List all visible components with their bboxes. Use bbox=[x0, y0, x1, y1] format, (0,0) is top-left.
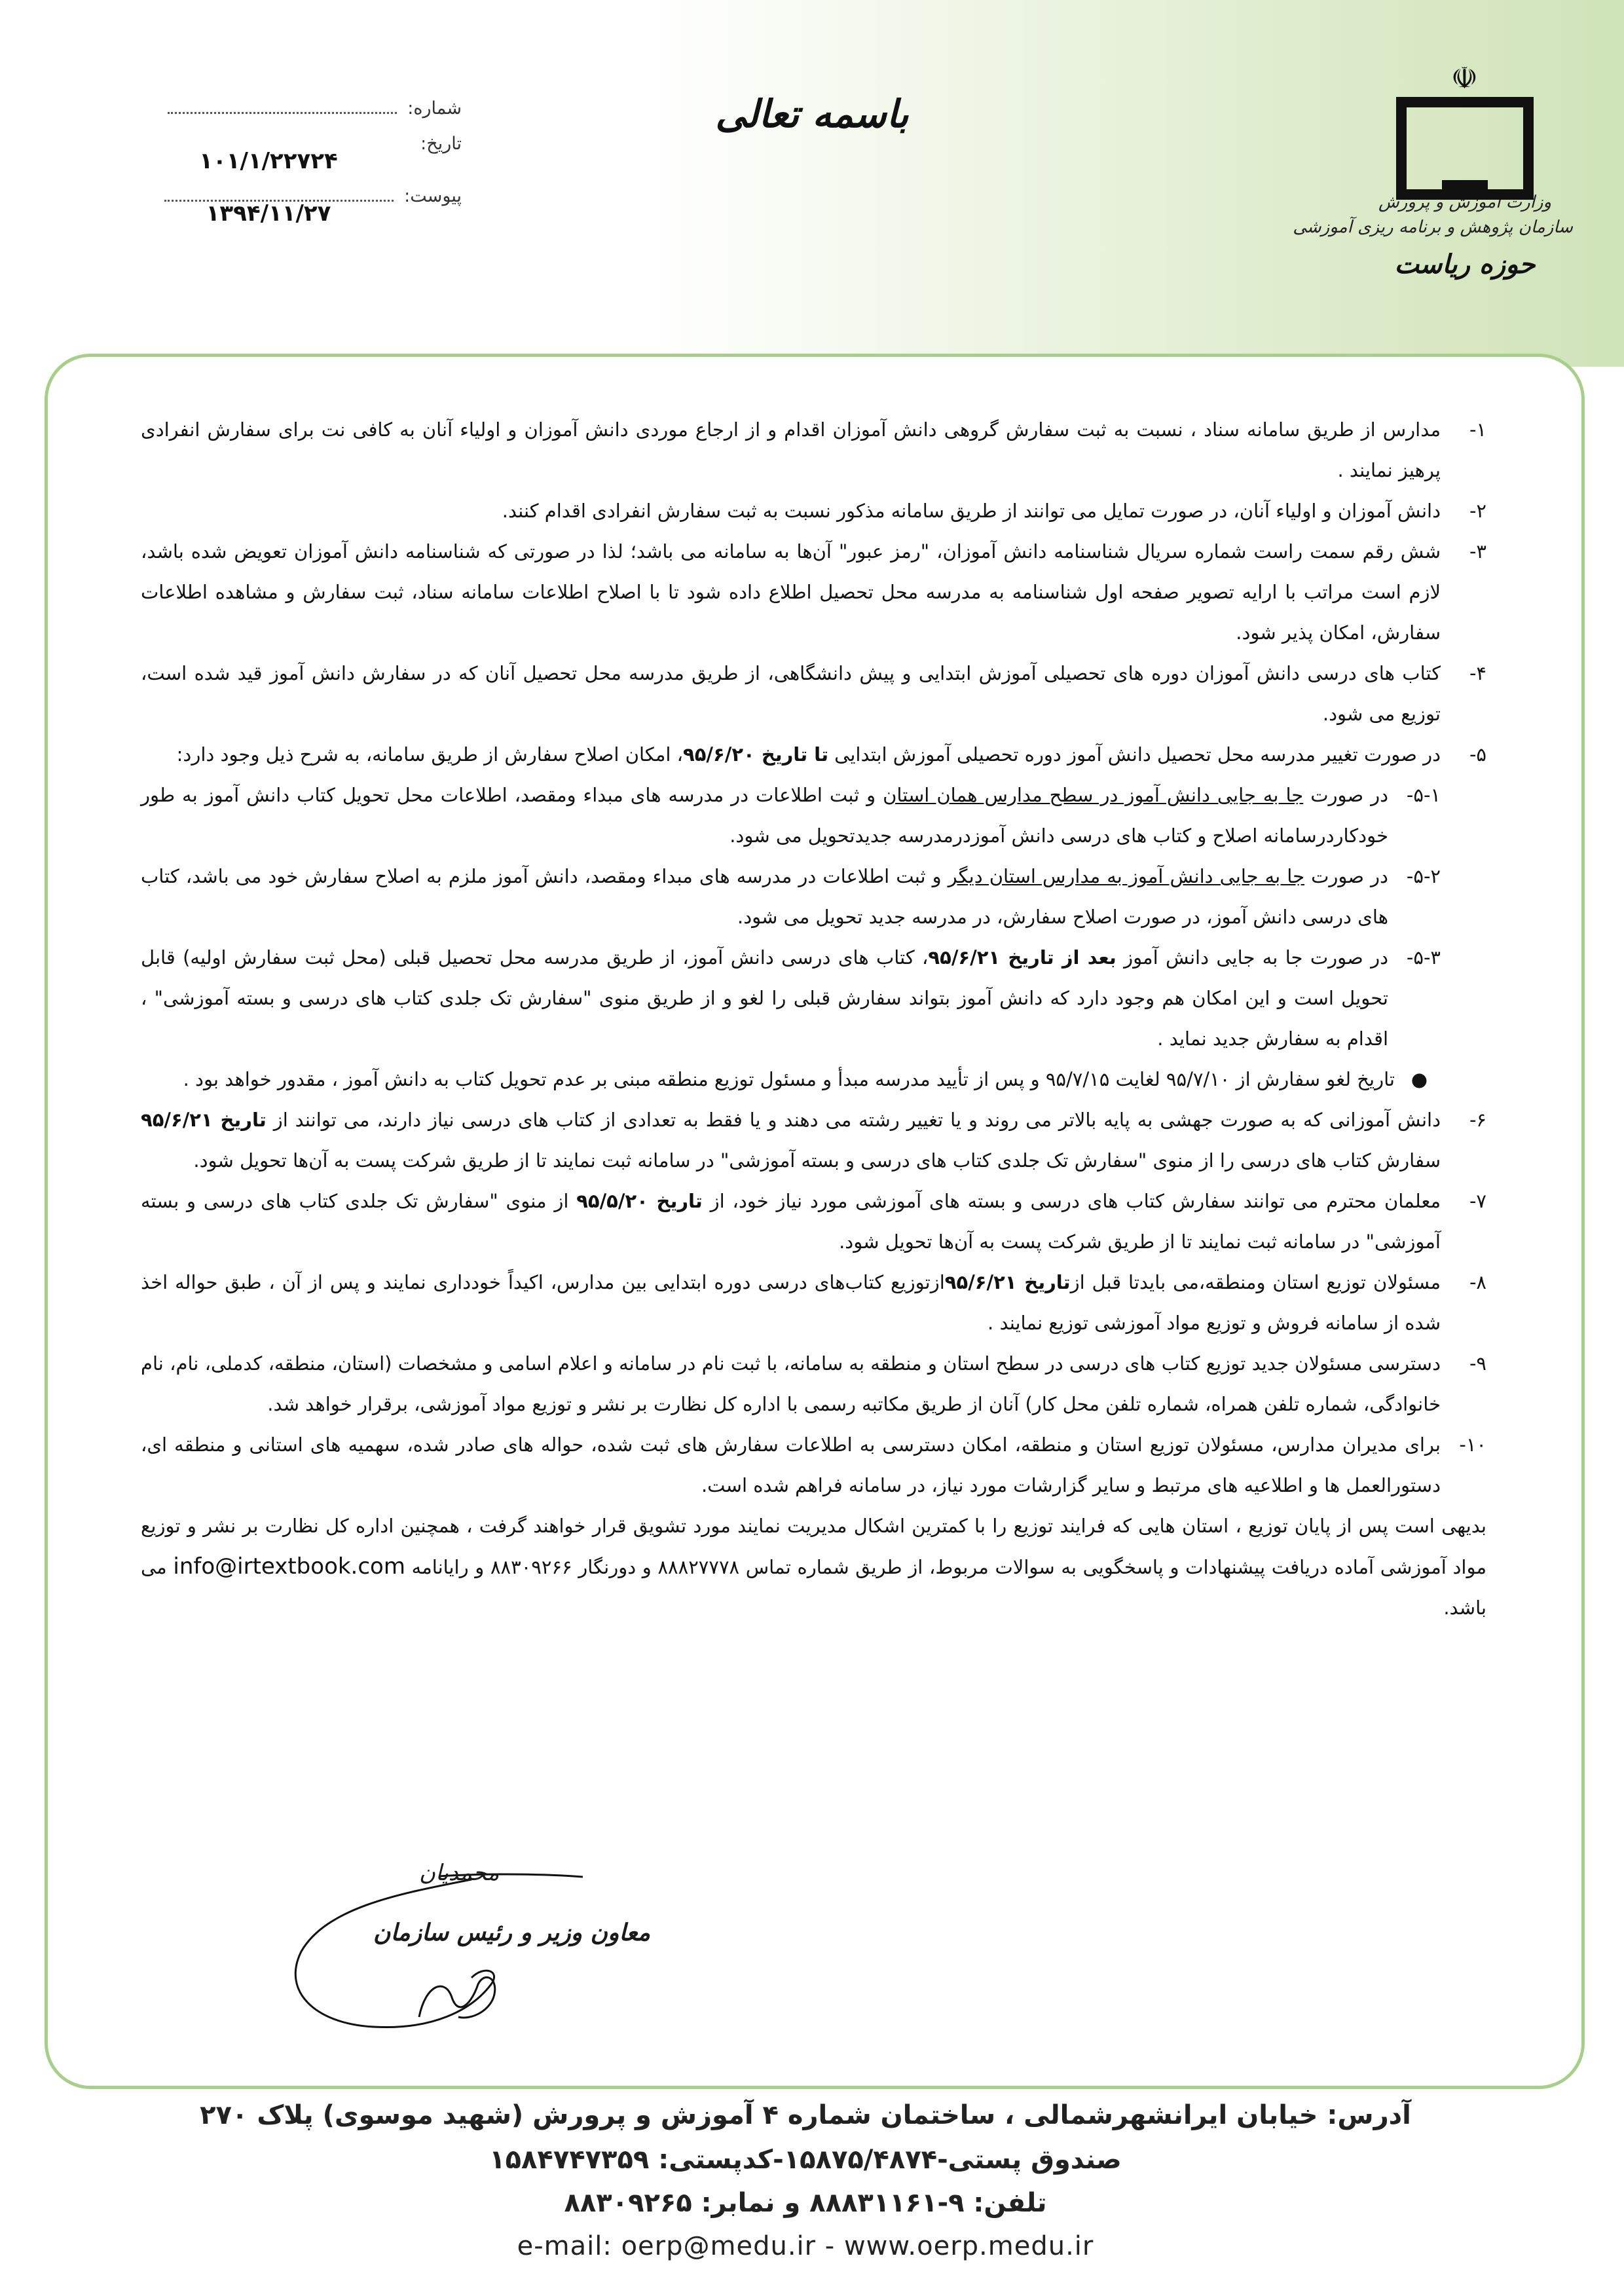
number-row bbox=[147, 98, 462, 134]
item-text: برای مدیران مدارس، مسئولان توزیع استان و منطقه، امکان دسترسی به اطلاعات سفارش های ثبت شده، حواله های صادر شده، سهمیه های استانی و منطقه ای، دستورالعمل ها و اطلاعیه های مرتبط و سایر گزارشات مورد نیاز، در سامانه فراهم شده است. bbox=[141, 1434, 1441, 1496]
item-10 bbox=[141, 1424, 1486, 1506]
sub-text: در صورت جا به جایی دانش آموز bbox=[1116, 946, 1388, 969]
footer-phone: تلفن: ۹-۸۸۸۳۱۱۶۱ و نمابر: ۸۸۳۰۹۲۶۵ bbox=[564, 2188, 1047, 2218]
attachment-label: پیوست: bbox=[404, 186, 462, 206]
item-text: مسئولان توزیع استان ومنطقه،می بایدتا قبل از bbox=[1070, 1271, 1441, 1293]
bismillah: باسمه تعالی bbox=[715, 92, 909, 136]
org-name: سازمان پژوهش و برنامه ریزی آموزشی bbox=[1293, 217, 1573, 237]
item-7 bbox=[141, 1181, 1486, 1262]
sub-number: ۵-۳- bbox=[1406, 946, 1441, 969]
item-text: دسترسی مسئولان جدید توزیع کتاب های درسی در سطح استان و منطقه به سامانه، با ثبت نام در سامانه و اعلام اسامی و مشخصات (استان، منطقه، کدملی، نام، نام خانوادگی، شماره تلفن همراه، شماره تلفن محل کار) آنان از طریق مکاتبه رسمی با اداره کل نظارت بر نشر و توزیع مواد آموزشی، برقرار خواهد شد. bbox=[141, 1352, 1441, 1415]
item-number: ۵- bbox=[1469, 743, 1486, 766]
item-5-1 bbox=[141, 775, 1486, 856]
bullet-icon: ● bbox=[1411, 1068, 1428, 1090]
signer-title: معاون وزیر و رئیس سازمان bbox=[373, 1919, 650, 1946]
letter-meta bbox=[147, 98, 462, 227]
item-text: ازتوزیع کتاب‌های درسی دوره ابتدایی بین مدارس، اکیداً خودداری نمایند و پس از آن ، طبق حواله اخذ شده از سامانه فروش و توزیع مواد آموزشی توزیع نمایند . bbox=[141, 1271, 1441, 1334]
item-number: ۲- bbox=[1469, 500, 1486, 522]
emblem-icon: ☫ bbox=[1450, 60, 1478, 96]
footer-web: e-mail: oerp@medu.ir - www.oerp.medu.ir bbox=[517, 2231, 1094, 2261]
item-number: ۸- bbox=[1469, 1271, 1486, 1293]
sub-text: در صورت bbox=[1303, 784, 1388, 806]
closing-text: بدیهی است پس از پایان توزیع ، استان هایی که فرایند توزیع را با کمترین اشکال مدیریت نمایند مورد تشویق قرار خواهند گرفت ، همچنین اداره کل نظارت بر نشر و توزیع مواد آموزشی آماده دریافت پیشنهادات و پاسخگویی به سوالات مربوط، از طریق شماره تماس ۸۸۸۲۷۷۷۸ و دورنگار ۸۸۳۰۹۲۶۶ و رایانامه bbox=[141, 1515, 1487, 1578]
item-text: از منوی "سفارش تک جلدی کتاب های درسی و بسته آموزشی" در سامانه ثبت نمایند تا از طریق شرکت پست به آن‌ها تحویل شود. bbox=[141, 1190, 1441, 1253]
number-value: ۱۰۱/۱/۲۲۷۲۴ bbox=[199, 148, 338, 174]
number-label: شماره: bbox=[407, 98, 462, 119]
item-number: ۹- bbox=[1469, 1352, 1486, 1375]
item-1 bbox=[141, 409, 1486, 491]
item-text: سفارش کتاب های درسی را از منوی "سفارش تک جلدی کتاب های درسی و بسته آموزشی" در سامانه ثبت نمایند تا از طریق شرکت پست به آن‌ها تحویل شود. bbox=[193, 1149, 1441, 1172]
sub-number: ۵-۲- bbox=[1406, 865, 1441, 887]
item-3 bbox=[141, 531, 1486, 653]
logo-block bbox=[1293, 59, 1573, 284]
footer bbox=[196, 2092, 1414, 2268]
item-5-2 bbox=[141, 856, 1486, 937]
org-ministry: وزارت آموزش و پرورش bbox=[1378, 193, 1552, 212]
sub-text: در صورت bbox=[1304, 865, 1388, 887]
signature-block bbox=[275, 1853, 650, 2063]
item-text: معلمان محترم می توانند سفارش کتاب های درسی و بسته های آموزشی مورد نیاز خود، از bbox=[702, 1190, 1441, 1212]
date-value: ۱۳۹۴/۱۱/۲۷ bbox=[206, 200, 331, 227]
item-number: ۴- bbox=[1469, 662, 1486, 684]
item-number: ۱۰- bbox=[1459, 1434, 1486, 1456]
sub-text: ، کتاب های درسی دانش آموز، از طریق مدرسه محل تحصیل قبلی (محل ثبت سفارش اولیه) قابل تحویل است و این امکان هم وجود دارد که دانش آموز بتواند سفارش قبلی را لغو و از طریق منوی "سفارش تک جلدی کتاب های درسی و بسته آموزشی" ، اقدام به سفارش جدید نماید . bbox=[141, 946, 1388, 1050]
item-text: دانش آموزانی که به صورت جهشی به پایه بالاتر می روند و یا تغییر رشته می دهند و یا فقط به تعدادی از کتاب های درسی نیاز دارند، می توانند از bbox=[266, 1109, 1441, 1131]
item-5-3 bbox=[141, 937, 1486, 1059]
item-number: ۱- bbox=[1469, 418, 1486, 441]
letter-body bbox=[141, 409, 1486, 1628]
item-6 bbox=[141, 1100, 1486, 1181]
bullet-text: تاریخ لغو سفارش از ۹۵/۷/۱۰ لغایت ۹۵/۷/۱۵ و پس از تأیید مدرسه مبدأ و مسئول توزیع منطقه مبنی بر عدم تحویل کتاب به دانش آموز ، مقدور خواهد بود . bbox=[183, 1068, 1395, 1090]
item-date: تاریخ ۹۵/۵/۲۰ bbox=[576, 1190, 703, 1212]
sub-underlined: جا به جایی دانش آموز در سطح مدارس همان استان bbox=[883, 784, 1304, 806]
item-date: تاریخ ۹۵/۶/۲۱ bbox=[944, 1271, 1071, 1293]
signer-name: محمدیان bbox=[419, 1860, 500, 1886]
item-text: مدارس از طریق سامانه سناد ، نسبت به ثبت سفارش گروهی دانش آموزان اقدام و از ارجاع موردی دانش آموزان و اولیاء آنان به کافی نت برای سفارش انفرادی پرهیز نمایند . bbox=[141, 418, 1441, 481]
item-9 bbox=[141, 1343, 1486, 1424]
item-number: ۳- bbox=[1469, 540, 1486, 563]
logo-base bbox=[1442, 180, 1488, 189]
sub-text: و ثبت اطلاعات در مدرسه های مبداء ومقصد، اطلاعات محل تحویل کتاب دانش آموز به طور خودکاردرسامانه اصلاح و کتاب های درسی دانش آموزدرمدرسه جدیدتحویل می شود. bbox=[141, 784, 1388, 847]
number-dots bbox=[168, 99, 397, 114]
item-text: ، امکان اصلاح سفارش از طریق سامانه، به شرح ذیل وجود دارد: bbox=[176, 743, 684, 766]
date-label: تاریخ: bbox=[420, 134, 462, 154]
date-row bbox=[147, 134, 462, 174]
sub-number: ۵-۱- bbox=[1406, 784, 1441, 806]
item-number: ۶- bbox=[1469, 1109, 1486, 1131]
item-text: دانش آموزان و اولیاء آنان، در صورت تمایل می توانند از طریق سامانه مذکور نسبت به ثبت سفارش انفرادی اقدام کنند. bbox=[502, 500, 1441, 522]
item-8 bbox=[141, 1262, 1486, 1343]
item-text: کتاب های درسی دانش آموزان دوره های تحصیلی آموزش ابتدایی و پیش دانشگاهی، از طریق مدرسه محل تحصیل آنان که در سفارش دانش آموز قید شده است، توزیع می شود. bbox=[141, 662, 1441, 725]
contact-email: info@irtextbook.com bbox=[173, 1553, 405, 1580]
footer-address: آدرس: خیابان ایرانشهرشمالی ، ساختمان شماره ۴ آموزش و پرورش (شهید موسوی) پلاک ۲۷۰ bbox=[200, 2100, 1411, 2130]
item-date: تا تاریخ ۹۵/۶/۲۰ bbox=[683, 743, 828, 766]
department: حوزه ریاست bbox=[1394, 249, 1536, 280]
attachment-dots bbox=[164, 187, 394, 202]
item-text: در صورت تغییر مدرسه محل تحصیل دانش آموز دوره تحصیلی آموزش ابتدایی bbox=[828, 743, 1441, 766]
item-2 bbox=[141, 491, 1486, 531]
closing-paragraph bbox=[141, 1506, 1486, 1628]
attachment-row bbox=[147, 186, 462, 227]
closing-text: می باشد. bbox=[141, 1556, 1486, 1619]
cancel-note bbox=[141, 1059, 1486, 1100]
sub-underlined: جا به جایی دانش آموز به مدارس استان دیگر bbox=[948, 865, 1305, 887]
sub-date: بعد از تاریخ ۹۵/۶/۲۱ bbox=[928, 946, 1116, 969]
item-5 bbox=[141, 734, 1486, 775]
item-date: تاریخ ۹۵/۶/۲۱ bbox=[141, 1109, 267, 1131]
item-4 bbox=[141, 653, 1486, 734]
footer-postal: صندوق پستی-۱۵۸۷۵/۴۸۷۴-کدپستی: ۱۵۸۴۷۴۷۳۵۹ bbox=[489, 2145, 1122, 2175]
item-text: شش رقم سمت راست شماره سریال شناسنامه دانش آموزان، "رمز عبور" آن‌ها به سامانه می باشد؛ لذا در صورتی که شناسنامه دانش آموزان تعویض شده باشد، لازم است مراتب با ارایه تصویر صفحه اول شناسنامه به مدرسه محل تحصیل اطلاع داده شود تا با اصلاح اطلاعات سامانه سناد، ثبت سفارش و مشاهده اطلاعات سفارش، امکان پذیر شود. bbox=[141, 540, 1441, 644]
ministry-logo bbox=[1390, 59, 1540, 190]
sub-text: و ثبت اطلاعات در مدرسه های مبداء ومقصد، دانش آموز ملزم به اصلاح سفارش خود می باشد، کتاب های درسی دانش آموز، در صورت اصلاح سفارش، در مدرسه جدید تحویل می شود. bbox=[141, 865, 1388, 928]
item-number: ۷- bbox=[1469, 1190, 1486, 1212]
